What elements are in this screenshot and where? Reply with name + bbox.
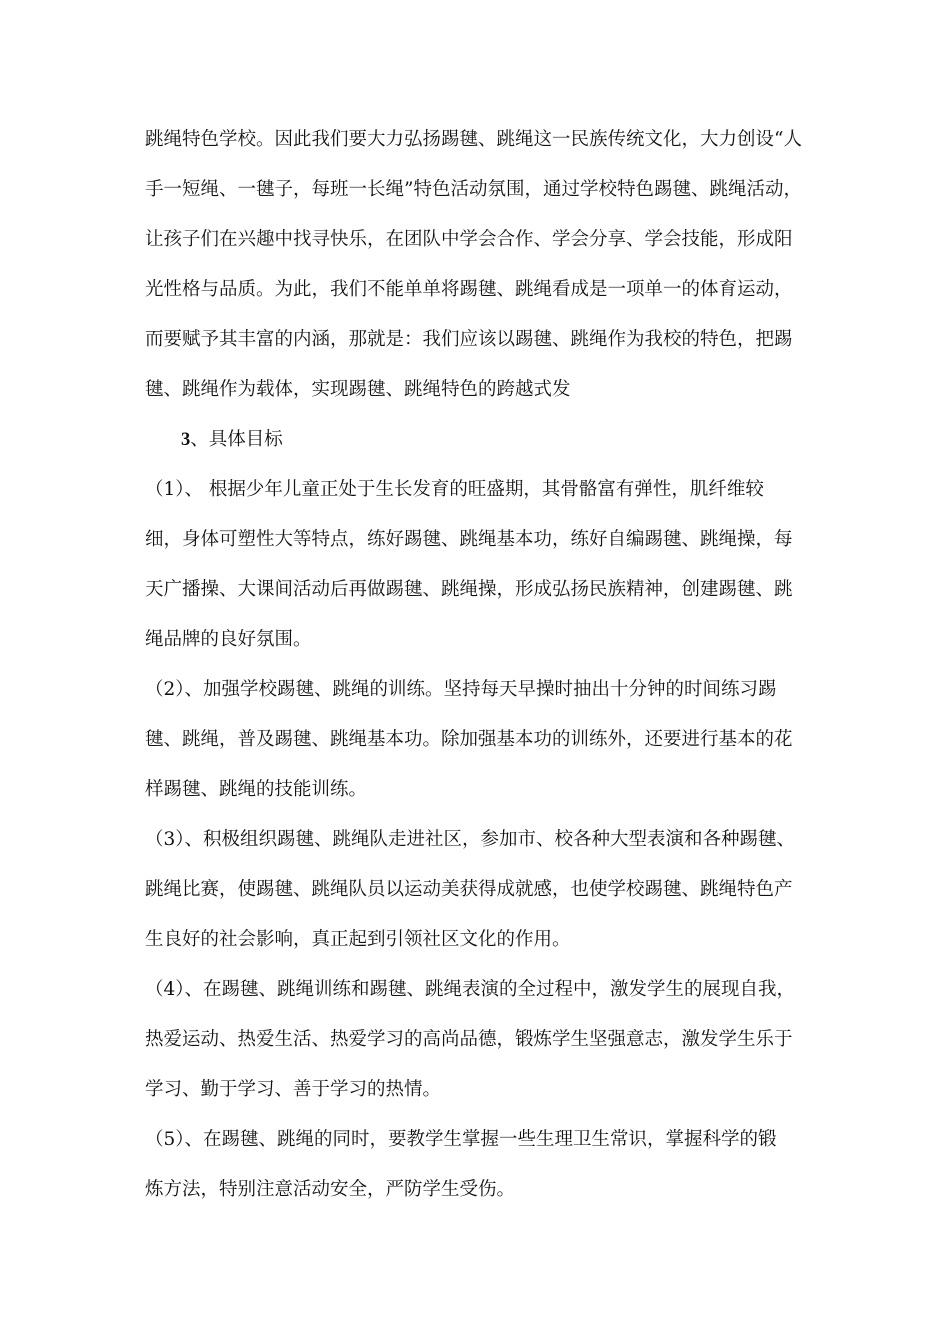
goal-line: 天广播操、大课间活动后再做踢毽、跳绳操，形成弘扬民族精神，创建踢毽、跳 bbox=[145, 579, 793, 600]
goal-line: 毽、跳绳，普及踢毽、跳绳基本功。除加强基本功的训练外，还要进行基本的花 bbox=[145, 729, 793, 750]
goal-line: （1）、 根据少年儿童正处于生长发育的旺盛期，其骨骼富有弹性，肌纤维较 bbox=[145, 479, 764, 500]
goal-line: （2）、加强学校踢毽、跳绳的训练。坚持每天早操时抽出十分钟的时间练习踢 bbox=[145, 679, 777, 700]
goal-line: （3）、积极组织踢毽、跳绳队走进社区，参加市、校各种大型表演和各种踢毽、 bbox=[145, 829, 796, 850]
paragraph-line: 跳绳特色学校。因此我们要大力弘扬踢毽、跳绳这一民族传统文化，大力创设“人 bbox=[145, 129, 802, 150]
paragraph-line: 而要赋予其丰富的内涵，那就是：我们应该以踢毽、跳绳作为我校的特色，把踢 bbox=[145, 329, 793, 350]
goal-line: 学习、勤于学习、善于学习的热情。 bbox=[145, 1079, 442, 1100]
section-heading bbox=[181, 427, 846, 453]
paragraph-line: 毽、跳绳作为载体，实现踢毽、跳绳特色的跨越式发 bbox=[145, 379, 571, 400]
goal-line: 炼方法，特别注意活动安全，严防学生受伤。 bbox=[145, 1179, 516, 1200]
goal-line: 细，身体可塑性大等特点，练好踢毽、跳绳基本功，练好自编踢毽、跳绳操，每 bbox=[145, 529, 793, 550]
section-heading-number: 3 bbox=[181, 430, 191, 450]
goal-line: 绳品牌的良好氛围。 bbox=[145, 629, 312, 650]
paragraph-line: 光性格与品质。为此，我们不能单单将踢毽、跳绳看成是一项单一的体育运动， bbox=[145, 279, 793, 300]
paragraph-line: 手一短绳、一毽子，每班一长绳”特色活动氛围，通过学校特色踢毽、跳绳活动， bbox=[145, 179, 802, 200]
goal-line: 样踢毽、跳绳的技能训练。 bbox=[145, 779, 368, 800]
goal-line: 热爱运动、热爱生活、热爱学习的高尚品德，锻炼学生坚强意志，激发学生乐于 bbox=[145, 1029, 793, 1050]
paragraph-line: 让孩子们在兴趣中找寻快乐，在团队中学会合作、学会分享、学会技能，形成阳 bbox=[145, 229, 793, 250]
goal-line: （5）、在踢毽、跳绳的同时，要教学生掌握一些生理卫生常识，掌握科学的锻 bbox=[145, 1129, 777, 1150]
goal-line: （4）、在踢毽、跳绳训练和踢毽、跳绳表演的全过程中，激发学生的展现自我， bbox=[145, 979, 796, 1000]
section-heading-text: 、具体目标 bbox=[190, 429, 283, 450]
goal-line: 跳绳比赛，使踢毽、跳绳队员以运动美获得成就感，也使学校踢毽、跳绳特色产 bbox=[145, 879, 793, 900]
goal-line: 生良好的社会影响，真正起到引领社区文化的作用。 bbox=[145, 929, 571, 950]
